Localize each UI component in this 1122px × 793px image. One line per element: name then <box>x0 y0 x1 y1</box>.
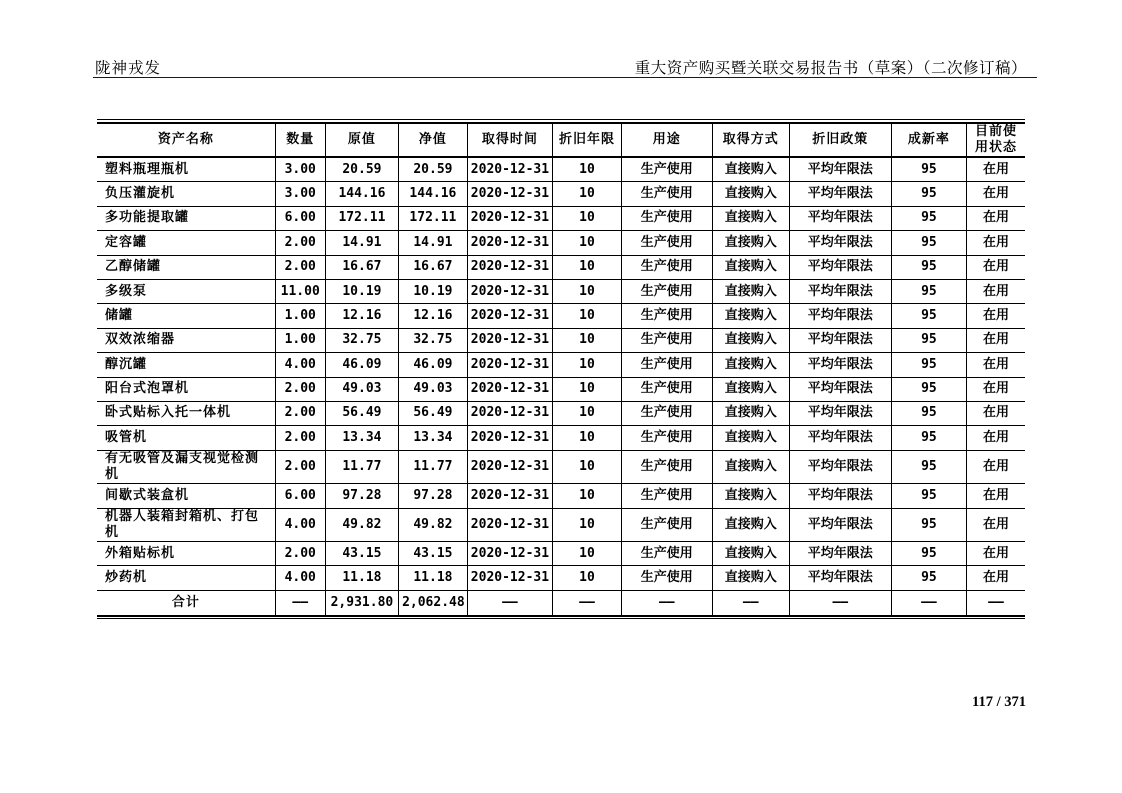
table-cell: 生产使用 <box>621 304 712 328</box>
table-cell: 95 <box>891 182 966 206</box>
table-cell: 14.91 <box>325 231 398 255</box>
column-header: 数量 <box>275 123 325 158</box>
table-cell: —— <box>966 590 1025 616</box>
table-cell: 在用 <box>966 279 1025 303</box>
column-header: 折旧年限 <box>553 123 622 158</box>
table-cell: 11.18 <box>325 566 398 590</box>
table-cell: 97.28 <box>325 484 398 508</box>
table-row <box>97 484 1025 508</box>
table-cell: 10 <box>553 304 622 328</box>
table-cell: 172.11 <box>325 206 398 230</box>
table-cell: 10 <box>553 401 622 425</box>
table-cell: 2020-12-31 <box>467 206 552 230</box>
table-cell: 49.82 <box>399 508 468 542</box>
table-row <box>97 566 1025 590</box>
table-row <box>97 279 1025 303</box>
table-cell: 20.59 <box>399 157 468 182</box>
table-cell: 在用 <box>966 484 1025 508</box>
table-cell: 生产使用 <box>621 157 712 182</box>
table-cell: 97.28 <box>399 484 468 508</box>
table-cell: 4.00 <box>275 566 325 590</box>
table-row <box>97 426 1025 450</box>
table-cell: 在用 <box>966 182 1025 206</box>
table-row <box>97 353 1025 377</box>
fixed-assets-table <box>97 122 1025 617</box>
table-cell: 在用 <box>966 304 1025 328</box>
table-cell: 平均年限法 <box>789 255 891 279</box>
table-cell: 95 <box>891 304 966 328</box>
table-cell: 2020-12-31 <box>467 508 552 542</box>
table-cell: 11.00 <box>275 279 325 303</box>
table-cell: 2020-12-31 <box>467 542 552 566</box>
column-header: 净值 <box>399 123 468 158</box>
table-cell: 95 <box>891 157 966 182</box>
column-header: 原值 <box>325 123 398 158</box>
table-cell: 生产使用 <box>621 377 712 401</box>
table-cell: 在用 <box>966 508 1025 542</box>
column-header: 用途 <box>621 123 712 158</box>
table-cell: 直接购入 <box>712 255 789 279</box>
table-cell: 10 <box>553 450 622 484</box>
table-cell: 在用 <box>966 157 1025 182</box>
table-cell: 10 <box>553 182 622 206</box>
table-cell: 在用 <box>966 401 1025 425</box>
table-cell: 2.00 <box>275 401 325 425</box>
column-header: 取得时间 <box>467 123 552 158</box>
table-cell: 43.15 <box>399 542 468 566</box>
asset-name-cell: 外箱贴标机 <box>97 542 275 566</box>
table-cell: 直接购入 <box>712 353 789 377</box>
table-cell: 平均年限法 <box>789 566 891 590</box>
table-row <box>97 450 1025 484</box>
table-cell: 直接购入 <box>712 206 789 230</box>
table-row <box>97 206 1025 230</box>
table-cell: 4.00 <box>275 353 325 377</box>
table-cell: 10 <box>553 206 622 230</box>
table-cell: 平均年限法 <box>789 279 891 303</box>
table-cell: 10 <box>553 426 622 450</box>
table-cell: 直接购入 <box>712 508 789 542</box>
running-head-right: 重大资产购买暨关联交易报告书（草案）（二次修订稿） <box>634 60 1027 77</box>
table-cell: 2020-12-31 <box>467 182 552 206</box>
table-cell: 20.59 <box>325 157 398 182</box>
table-cell: 95 <box>891 255 966 279</box>
asset-name-cell: 塑料瓶理瓶机 <box>97 157 275 182</box>
table-cell: 平均年限法 <box>789 304 891 328</box>
table-cell: 2.00 <box>275 426 325 450</box>
column-header: 成新率 <box>891 123 966 158</box>
table-cell: 11.77 <box>399 450 468 484</box>
table-cell: 3.00 <box>275 157 325 182</box>
asset-name-cell: 多功能提取罐 <box>97 206 275 230</box>
table-cell: —— <box>275 590 325 616</box>
table-cell: 平均年限法 <box>789 182 891 206</box>
table-cell: 95 <box>891 566 966 590</box>
table-cell: 直接购入 <box>712 231 789 255</box>
asset-name-cell: 卧式贴标入托一体机 <box>97 401 275 425</box>
asset-name-cell: 负压灌旋机 <box>97 182 275 206</box>
table-cell: 2020-12-31 <box>467 401 552 425</box>
asset-name-cell: 多级泵 <box>97 279 275 303</box>
table-cell: 生产使用 <box>621 353 712 377</box>
table-cell: 生产使用 <box>621 508 712 542</box>
table-cell: 平均年限法 <box>789 377 891 401</box>
running-head-left: 陇神戎发 <box>95 60 162 77</box>
table-cell: 2020-12-31 <box>467 566 552 590</box>
table-head <box>97 123 1025 158</box>
table-cell: 生产使用 <box>621 566 712 590</box>
table-cell: 95 <box>891 508 966 542</box>
table-cell: 11.77 <box>325 450 398 484</box>
table-cell: 10 <box>553 328 622 352</box>
table-cell: 平均年限法 <box>789 157 891 182</box>
header-rule <box>93 77 1037 78</box>
table-cell: 56.49 <box>325 401 398 425</box>
column-header: 目前使用状态 <box>966 123 1025 158</box>
table-row <box>97 377 1025 401</box>
table-cell: 10 <box>553 255 622 279</box>
table-cell: 95 <box>891 484 966 508</box>
table-cell: 平均年限法 <box>789 426 891 450</box>
table-cell: 平均年限法 <box>789 231 891 255</box>
table-cell: 2020-12-31 <box>467 279 552 303</box>
table-cell: 生产使用 <box>621 401 712 425</box>
total-row <box>97 590 1025 616</box>
table-cell: 2020-12-31 <box>467 157 552 182</box>
table-cell: 生产使用 <box>621 450 712 484</box>
table-cell: 2020-12-31 <box>467 426 552 450</box>
table-cell: 直接购入 <box>712 401 789 425</box>
asset-name-cell: 合计 <box>97 590 275 616</box>
table-cell: 46.09 <box>399 353 468 377</box>
table-cell: 49.82 <box>325 508 398 542</box>
table-cell: 95 <box>891 279 966 303</box>
table-cell: 95 <box>891 377 966 401</box>
table-cell: 2020-12-31 <box>467 353 552 377</box>
fixed-assets-table-wrap <box>97 119 1025 619</box>
table-cell: 直接购入 <box>712 157 789 182</box>
table-cell: 平均年限法 <box>789 328 891 352</box>
page-number: 117 / 371 <box>972 694 1026 710</box>
column-header: 资产名称 <box>97 123 275 158</box>
table-cell: 直接购入 <box>712 328 789 352</box>
table-cell: 生产使用 <box>621 328 712 352</box>
table-cell: 平均年限法 <box>789 542 891 566</box>
table-cell: 2020-12-31 <box>467 231 552 255</box>
asset-name-cell: 机器人装箱封箱机、打包机 <box>97 508 275 542</box>
table-cell: 平均年限法 <box>789 508 891 542</box>
table-cell: 2.00 <box>275 231 325 255</box>
asset-name-cell: 双效浓缩器 <box>97 328 275 352</box>
table-cell: 4.00 <box>275 508 325 542</box>
asset-name-cell: 储罐 <box>97 304 275 328</box>
table-cell: 平均年限法 <box>789 353 891 377</box>
table-cell: 2,062.48 <box>399 590 468 616</box>
table-cell: 生产使用 <box>621 426 712 450</box>
table-cell: 10.19 <box>325 279 398 303</box>
table-cell: 平均年限法 <box>789 484 891 508</box>
table-cell: 在用 <box>966 426 1025 450</box>
table-cell: 95 <box>891 353 966 377</box>
table-cell: 生产使用 <box>621 182 712 206</box>
table-cell: 平均年限法 <box>789 401 891 425</box>
table-cell: 49.03 <box>399 377 468 401</box>
column-header: 取得方式 <box>712 123 789 158</box>
table-cell: 56.49 <box>399 401 468 425</box>
table-cell: 10 <box>553 377 622 401</box>
table-cell: 2,931.80 <box>325 590 398 616</box>
table-cell: 11.18 <box>399 566 468 590</box>
table-cell: 46.09 <box>325 353 398 377</box>
table-cell: 2.00 <box>275 255 325 279</box>
table-body <box>97 157 1025 616</box>
asset-name-cell: 吸管机 <box>97 426 275 450</box>
table-cell: 1.00 <box>275 304 325 328</box>
table-cell: 生产使用 <box>621 484 712 508</box>
table-row <box>97 542 1025 566</box>
table-cell: 在用 <box>966 542 1025 566</box>
table-row <box>97 182 1025 206</box>
table-cell: 49.03 <box>325 377 398 401</box>
column-header: 折旧政策 <box>789 123 891 158</box>
table-cell: 直接购入 <box>712 426 789 450</box>
table-cell: 172.11 <box>399 206 468 230</box>
table-row <box>97 508 1025 542</box>
table-cell: 平均年限法 <box>789 450 891 484</box>
table-cell: 10 <box>553 508 622 542</box>
table-cell: 直接购入 <box>712 450 789 484</box>
table-row <box>97 401 1025 425</box>
table-cell: 12.16 <box>325 304 398 328</box>
table-cell: 95 <box>891 450 966 484</box>
table-cell: 10 <box>553 157 622 182</box>
table-cell: 12.16 <box>399 304 468 328</box>
table-cell: 95 <box>891 401 966 425</box>
table-cell: 95 <box>891 328 966 352</box>
table-cell: 13.34 <box>325 426 398 450</box>
table-cell: 在用 <box>966 377 1025 401</box>
table-cell: —— <box>621 590 712 616</box>
table-cell: 在用 <box>966 206 1025 230</box>
table-cell: 2.00 <box>275 450 325 484</box>
table-cell: 直接购入 <box>712 304 789 328</box>
table-cell: 13.34 <box>399 426 468 450</box>
table-cell: 10 <box>553 542 622 566</box>
table-cell: 10 <box>553 231 622 255</box>
table-cell: 95 <box>891 231 966 255</box>
table-cell: 14.91 <box>399 231 468 255</box>
asset-name-cell: 有无吸管及漏支视觉检测机 <box>97 450 275 484</box>
table-cell: —— <box>712 590 789 616</box>
table-cell: 43.15 <box>325 542 398 566</box>
table-cell: 2.00 <box>275 542 325 566</box>
table-cell: 生产使用 <box>621 231 712 255</box>
table-cell: 16.67 <box>399 255 468 279</box>
table-cell: 在用 <box>966 450 1025 484</box>
table-cell: 95 <box>891 206 966 230</box>
table-cell: 在用 <box>966 353 1025 377</box>
table-cell: 在用 <box>966 566 1025 590</box>
table-cell: 10 <box>553 279 622 303</box>
table-cell: 生产使用 <box>621 542 712 566</box>
table-row <box>97 304 1025 328</box>
table-cell: 10 <box>553 353 622 377</box>
asset-name-cell: 醇沉罐 <box>97 353 275 377</box>
table-cell: 2020-12-31 <box>467 304 552 328</box>
table-cell: 2020-12-31 <box>467 377 552 401</box>
asset-name-cell: 乙醇储罐 <box>97 255 275 279</box>
table-cell: —— <box>553 590 622 616</box>
table-cell: 10 <box>553 566 622 590</box>
table-cell: —— <box>789 590 891 616</box>
asset-name-cell: 阳台式泡罩机 <box>97 377 275 401</box>
table-cell: 生产使用 <box>621 255 712 279</box>
table-cell: 144.16 <box>325 182 398 206</box>
table-cell: 直接购入 <box>712 182 789 206</box>
table-cell: —— <box>467 590 552 616</box>
table-cell: 2020-12-31 <box>467 255 552 279</box>
table-cell: 2020-12-31 <box>467 328 552 352</box>
table-cell: 直接购入 <box>712 542 789 566</box>
table-cell: 在用 <box>966 328 1025 352</box>
table-cell: 2020-12-31 <box>467 450 552 484</box>
asset-name-cell: 间歇式装盒机 <box>97 484 275 508</box>
table-cell: 在用 <box>966 255 1025 279</box>
table-cell: 直接购入 <box>712 279 789 303</box>
table-cell: 32.75 <box>325 328 398 352</box>
table-cell: 平均年限法 <box>789 206 891 230</box>
table-row <box>97 255 1025 279</box>
table-cell: 生产使用 <box>621 206 712 230</box>
table-cell: 32.75 <box>399 328 468 352</box>
asset-name-cell: 炒药机 <box>97 566 275 590</box>
table-cell: 直接购入 <box>712 566 789 590</box>
table-cell: 6.00 <box>275 206 325 230</box>
table-cell: 95 <box>891 426 966 450</box>
table-row <box>97 231 1025 255</box>
header-row <box>97 123 1025 158</box>
table-cell: 2020-12-31 <box>467 484 552 508</box>
table-cell: 在用 <box>966 231 1025 255</box>
table-cell: 3.00 <box>275 182 325 206</box>
table-cell: 16.67 <box>325 255 398 279</box>
table-cell: 144.16 <box>399 182 468 206</box>
table-cell: —— <box>891 590 966 616</box>
table-cell: 6.00 <box>275 484 325 508</box>
table-cell: 95 <box>891 542 966 566</box>
table-cell: 2.00 <box>275 377 325 401</box>
table-cell: 直接购入 <box>712 484 789 508</box>
table-row <box>97 328 1025 352</box>
table-cell: 直接购入 <box>712 377 789 401</box>
table-cell: 10 <box>553 484 622 508</box>
table-row <box>97 157 1025 182</box>
table-cell: 1.00 <box>275 328 325 352</box>
asset-name-cell: 定容罐 <box>97 231 275 255</box>
table-cell: 生产使用 <box>621 279 712 303</box>
table-cell: 10.19 <box>399 279 468 303</box>
